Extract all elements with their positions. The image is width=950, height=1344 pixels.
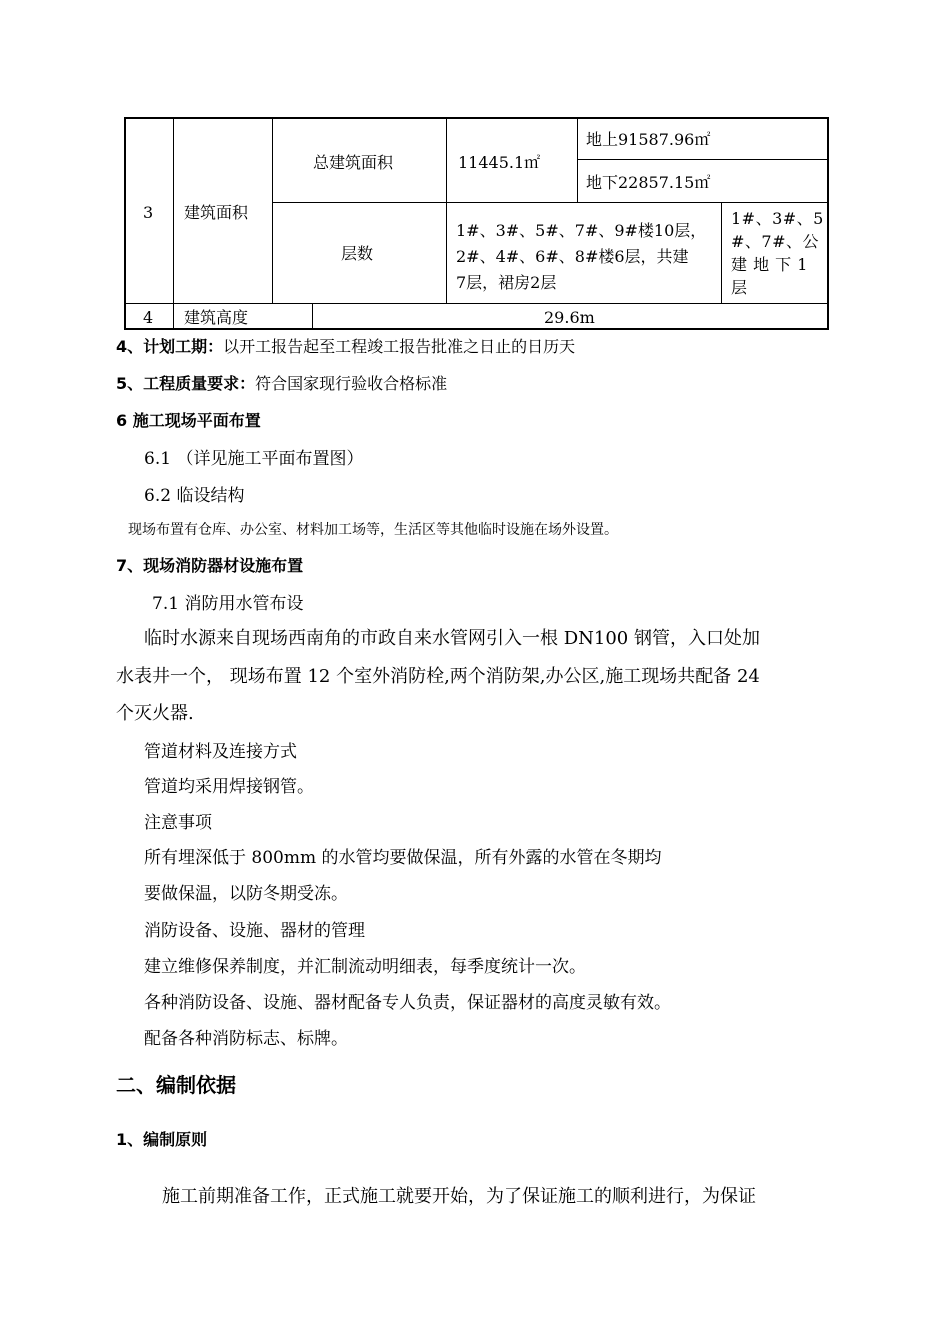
- body-line: 管道均采用焊接钢管。: [144, 777, 314, 797]
- table-rule: [272, 117, 273, 304]
- paragraph-line: 水表井一个， 现场布置 12 个室外消防栓,两个消防架,办公区,施工现场共配备 24: [116, 666, 760, 687]
- section-5: [116, 371, 447, 394]
- section-7-1: 7.1 消防用水管布设: [152, 594, 304, 614]
- body-line: 各种消防设备、设施、器材配备专人负责，保证器材的高度灵敏有效。: [144, 993, 671, 1013]
- basement-line: 1#、3#、5: [731, 209, 824, 228]
- row4-number: 4: [143, 308, 154, 327]
- row3-number: 3: [143, 203, 154, 222]
- below-ground-area: 地下22857.15㎡: [586, 173, 711, 192]
- table-rule: [721, 202, 722, 304]
- floors-line: 1#、3#、5#、7#、9#楼10层，: [456, 221, 707, 240]
- table-rule: [272, 202, 829, 203]
- body-line: 要做保温，以防冬期受冻。: [144, 884, 348, 904]
- above-ground-area: 地上91587.96㎡: [586, 130, 711, 149]
- basement-line: 建 地 下 1: [731, 255, 808, 274]
- row4-value: 29.6m: [544, 308, 595, 327]
- floors-line: 7层，裙房2层: [456, 273, 557, 292]
- sub-heading: 1、编制原则: [116, 1130, 208, 1149]
- section-5-title: 5、工程质量要求：: [116, 374, 256, 393]
- floors-line: 2#、4#、6#、8#楼6层，共建: [456, 247, 689, 266]
- section-5-text: 符合国家现行验收合格标准: [255, 374, 448, 393]
- table-rule: [446, 117, 447, 304]
- basement-line: 层: [731, 278, 748, 297]
- table-rule: [577, 159, 829, 160]
- section-4-title: 4、计划工期：: [116, 337, 224, 356]
- chapter-heading: 二、编制依据: [116, 1073, 236, 1097]
- section-6-2: 6.2 临设结构: [144, 486, 245, 506]
- table-border: [827, 117, 829, 330]
- basement-line: #、7#、公: [731, 232, 819, 251]
- row4-label: 建筑高度: [184, 308, 249, 327]
- basement-text: [731, 207, 824, 299]
- table-border: [124, 117, 829, 119]
- body-line: 注意事项: [144, 813, 212, 833]
- paragraph-line: 个灭火器.: [116, 703, 194, 724]
- section-4-text: 以开工报告起至工程竣工报告批准之日止的日历天: [223, 337, 576, 356]
- row3-label: 建筑面积: [184, 203, 249, 222]
- floors-label: 层数: [341, 244, 374, 263]
- floors-text: [456, 218, 706, 296]
- table-rule: [173, 117, 174, 330]
- section-6-note: 现场布置有仓库、办公室、材料加工场等，生活区等其他临时设施在场外设置。: [128, 522, 618, 538]
- body-line: 消防设备、设施、器材的管理: [144, 921, 365, 941]
- section-4: [116, 334, 575, 357]
- table-rule: [312, 303, 313, 330]
- body-line: 管道材料及连接方式: [144, 742, 297, 762]
- body-line: 建立维修保养制度，并汇制流动明细表，每季度统计一次。: [144, 957, 586, 977]
- table-border: [124, 117, 126, 330]
- paragraph-line: 临时水源来自现场西南角的市政自来水管网引入一根 DN100 钢管，入口处加: [144, 628, 760, 649]
- section-7-title: 7、现场消防器材设施布置: [116, 556, 304, 575]
- section-6-title: 6 施工现场平面布置: [116, 411, 261, 430]
- total-area-value: 11445.1㎡: [458, 153, 541, 172]
- table-rule: [124, 303, 829, 304]
- section-6-1: 6.1 （详见施工平面布置图）: [144, 449, 364, 469]
- body-line: 所有埋深低于 800mm 的水管均要做保温，所有外露的水管在冬期均: [144, 848, 662, 868]
- body-line: 配备各种消防标志、标牌。: [144, 1029, 348, 1049]
- table-rule: [577, 117, 578, 203]
- total-area-label: 总建筑面积: [313, 153, 394, 172]
- paragraph-line: 施工前期准备工作，正式施工就要开始，为了保证施工的顺利进行，为保证: [162, 1186, 756, 1207]
